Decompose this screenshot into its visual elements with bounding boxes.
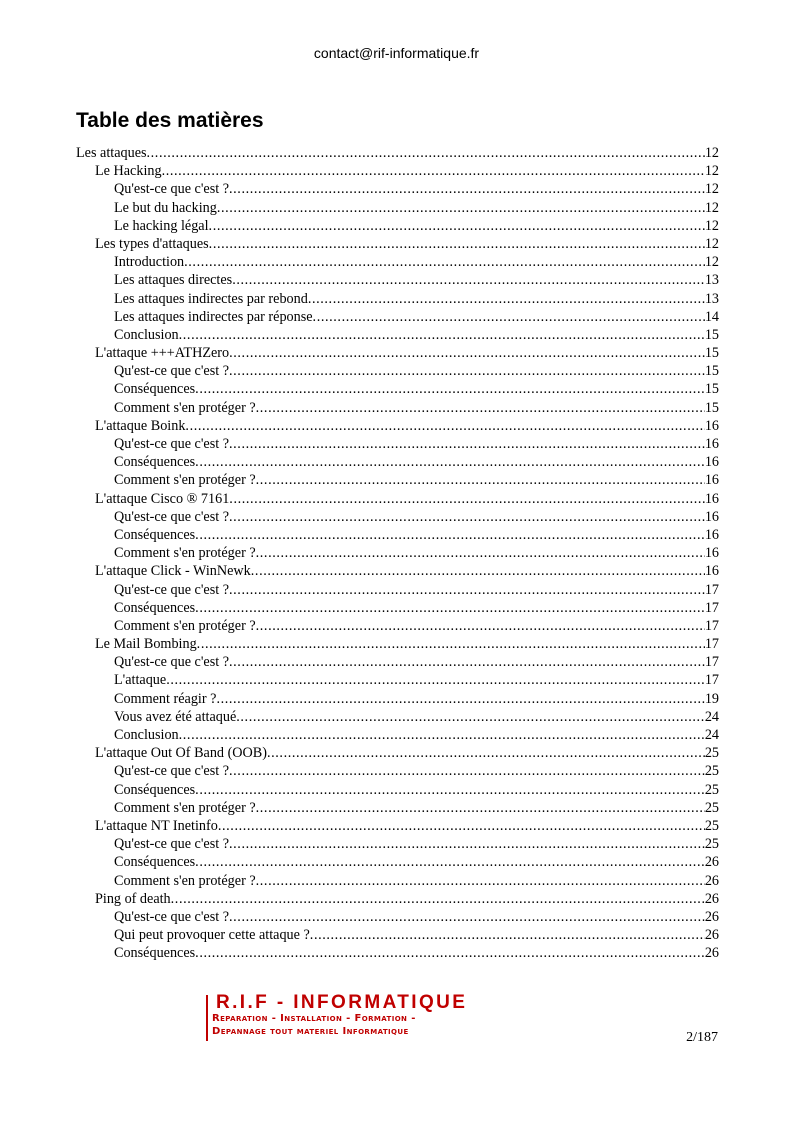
toc-entry[interactable] [76,890,719,908]
toc-entry[interactable] [76,762,719,780]
toc-entry-title: Qu'est-ce que c'est ? [114,908,230,925]
toc-dot-leader [229,835,705,853]
toc-entry-page: 12 [704,199,719,216]
toc-dot-leader [218,817,705,835]
toc-entry-page: 12 [704,217,719,234]
toc-entry-page: 13 [704,290,719,307]
toc-entry-title: Les types d'attaques [95,235,209,252]
toc-dot-leader [195,526,705,544]
toc-entry-page: 25 [704,745,719,762]
header-email: contact@rif-informatique.fr [313,45,480,61]
toc-dot-leader [195,781,705,799]
toc-entry-page: 24 [704,727,719,743]
toc-entry-page: 26 [704,908,719,925]
toc-entry-title: Comment s'en protéger ? [114,799,256,816]
toc-dot-leader [229,362,705,380]
toc-dot-leader [236,708,705,726]
toc-dot-leader [313,308,705,326]
toc-entry-title: Les attaques indirectes par rebond [114,290,308,307]
toc-dot-leader [229,653,705,671]
toc-entry-page: 26 [704,927,719,944]
toc-entry-title: Qu'est-ce que c'est ? [114,436,230,452]
toc-dot-leader [217,199,705,217]
toc-entry-title: Conséquences [114,945,196,962]
toc-entry[interactable] [76,944,719,962]
toc-entry[interactable] [76,490,719,508]
toc-entry[interactable] [76,781,719,799]
toc-entry-page: 26 [704,945,719,962]
toc-entry-title: Conséquences [114,599,196,616]
toc-dot-leader [256,617,705,635]
toc-entry[interactable] [76,726,719,744]
toc-entry-page: 16 [704,508,719,525]
toc-entry-title: Conclusion [114,326,179,343]
toc-entry-title: Les attaques directes [114,272,233,289]
toc-entry-page: 17 [704,581,719,598]
toc-entry[interactable] [76,417,719,435]
toc-entry[interactable] [76,471,719,489]
toc-dot-leader [195,853,705,871]
toc-entry-title: Vous avez été attaqué [114,708,237,725]
toc-entry-title: L'attaque Click - WinNewk [95,563,251,580]
toc-entry-page: 13 [704,272,719,289]
toc-dot-leader [229,490,705,508]
toc-entry-title: L'attaque Boink [95,417,186,434]
toc-entry-title: Conséquences [114,781,196,798]
toc-entry[interactable] [76,199,719,217]
toc-entry-page: 26 [704,872,719,889]
toc-entry-page: 16 [704,436,719,452]
toc-entry-page: 12 [704,254,719,271]
company-logo [206,992,586,1041]
toc-entry-page: 17 [704,617,719,634]
toc-entry[interactable] [76,562,719,580]
toc-dot-leader [147,144,705,162]
toc-dot-leader [209,235,705,253]
toc-entry-page: 15 [704,399,719,416]
toc-entry[interactable] [76,653,719,671]
toc-entry-title: Le Hacking [95,163,162,180]
toc-entry-page: 15 [704,326,719,343]
toc-entry-title: Qu'est-ce que c'est ? [114,508,230,525]
toc-entry-title: Comment s'en protéger ? [114,617,256,634]
toc-entry-title: Conclusion [114,727,179,743]
toc-entry-page: 25 [704,836,719,853]
toc-dot-leader [195,599,705,617]
toc-entry[interactable] [76,799,719,817]
toc-entry-page: 16 [704,472,719,489]
toc-dot-leader [229,344,705,362]
toc-dot-leader [162,162,705,180]
toc-entry-title: Qu'est-ce que c'est ? [114,654,230,671]
toc-entry[interactable] [76,271,719,289]
toc-entry-title: Conséquences [114,526,196,543]
toc-entry[interactable] [76,508,719,526]
toc-entry[interactable] [76,690,719,708]
toc-entry-title: L'attaque Cisco ® 7161 [95,490,230,507]
toc-dot-leader [216,690,704,708]
toc-entry[interactable] [76,344,719,362]
page-number: 2/187 [686,1030,718,1045]
toc-entry-page: 26 [704,890,719,907]
toc-entry-page: 25 [704,799,719,816]
toc-entry-page: 17 [704,599,719,616]
toc-entry-title: Comment réagir ? [114,690,217,707]
toc-entry[interactable] [76,308,719,326]
toc-entry[interactable] [76,380,719,398]
toc-entry[interactable] [76,635,719,653]
toc-dot-leader [184,253,705,271]
toc-entry[interactable] [76,671,719,689]
toc-dot-leader [256,399,705,417]
toc-dot-leader [251,562,705,580]
toc-entry-page: 24 [704,708,719,725]
toc-dot-leader [229,908,705,926]
toc-entry-title: Comment s'en protéger ? [114,545,256,562]
toc-entry-title: Les attaques [76,145,147,161]
toc-entry-page: 16 [704,417,719,434]
toc-title: Table des matières [76,109,264,132]
toc-entry-page: 14 [704,308,719,325]
toc-entry[interactable] [76,290,719,308]
toc-dot-leader [195,453,705,471]
toc-entry-page: 15 [704,345,719,362]
toc-entry-page: 16 [704,526,719,543]
toc-entry-title: Introduction [114,254,185,271]
toc-entry-page: 15 [704,363,719,380]
toc-dot-leader [195,944,705,962]
toc-dot-leader [195,380,705,398]
toc-entry-page: 16 [704,545,719,562]
toc-entry-title: Le hacking légal [114,217,209,234]
toc-entry[interactable] [76,853,719,871]
toc-entry-title: L'attaque [114,672,167,689]
toc-entry[interactable] [76,180,719,198]
toc-entry[interactable] [76,435,719,453]
toc-dot-leader [229,435,705,453]
toc-dot-leader [229,581,705,599]
toc-entry[interactable] [76,599,719,617]
toc-dot-leader [256,471,705,489]
toc-entry-page: 26 [704,854,719,871]
toc-entry[interactable] [76,362,719,380]
toc-dot-leader [229,762,705,780]
toc-entry-page: 15 [704,381,719,398]
toc-entry[interactable] [76,926,719,944]
toc-entry-page: 16 [704,454,719,471]
toc-entry[interactable] [76,235,719,253]
toc-entry-title: Le but du hacking [114,199,217,216]
toc-entry[interactable] [76,399,719,417]
toc-dot-leader [310,926,705,944]
toc-entry[interactable] [76,908,719,926]
toc-entry-page: 12 [704,235,719,252]
toc-dot-leader [166,671,705,689]
logo-tagline-2: Depannage tout materiel Informatique [212,1026,409,1037]
toc-entry-page: 25 [704,781,719,798]
logo-tagline-1: Reparation - Installation - Formation - [212,1013,416,1024]
toc-entry-page: 12 [704,163,719,180]
toc-dot-leader [256,872,705,890]
toc-entry-title: Qui peut provoquer cette attaque ? [114,927,310,944]
toc-entry-page: 19 [704,690,719,707]
toc-dot-leader [185,417,704,435]
toc-entry-title: Qu'est-ce que c'est ? [114,763,230,780]
toc-entry[interactable] [76,581,719,599]
toc-entry-title: Comment s'en protéger ? [114,872,256,889]
toc-dot-leader [229,180,705,198]
toc-entry-title: Qu'est-ce que c'est ? [114,836,230,853]
toc-entry[interactable] [76,526,719,544]
toc-dot-leader [267,744,705,762]
toc-dot-leader [308,290,705,308]
toc-list [76,144,719,962]
toc-entry[interactable] [76,253,719,271]
toc-dot-leader [232,271,705,289]
toc-entry[interactable] [76,144,719,162]
toc-entry[interactable] [76,617,719,635]
toc-entry-title: Les attaques indirectes par réponse [114,308,313,325]
toc-entry-title: L'attaque +++ATHZero [95,345,230,362]
toc-entry[interactable] [76,544,719,562]
toc-entry-title: Conséquences [114,454,196,471]
toc-entry[interactable] [76,817,719,835]
toc-entry-title: Qu'est-ce que c'est ? [114,581,230,598]
toc-dot-leader [209,217,705,235]
toc-entry-page: 12 [704,145,719,161]
logo-title: R.I.F - INFORMATIQUE [216,992,468,1013]
toc-entry-page: 16 [704,490,719,507]
toc-entry[interactable] [76,453,719,471]
toc-entry-title: Conséquences [114,854,196,871]
toc-entry-page: 25 [704,763,719,780]
toc-entry-title: L'attaque Out Of Band (OOB) [95,745,267,762]
toc-dot-leader [256,544,705,562]
toc-entry-page: 17 [704,636,719,653]
toc-dot-leader [179,726,705,744]
toc-entry[interactable] [76,217,719,235]
toc-entry[interactable] [76,872,719,890]
toc-entry[interactable] [76,744,719,762]
toc-dot-leader [256,799,705,817]
toc-entry[interactable] [76,835,719,853]
toc-entry-title: Le Mail Bombing [95,636,197,653]
toc-dot-leader [229,508,705,526]
toc-entry-page: 17 [704,654,719,671]
toc-entry[interactable] [76,162,719,180]
toc-entry-title: Qu'est-ce que c'est ? [114,363,230,380]
toc-entry-title: Qu'est-ce que c'est ? [114,181,230,198]
toc-entry-page: 25 [704,817,719,834]
toc-entry-page: 17 [704,672,719,689]
toc-entry-title: Comment s'en protéger ? [114,472,256,489]
toc-entry-title: Ping of death [95,890,171,907]
toc-dot-leader [197,635,705,653]
toc-entry[interactable] [76,326,719,344]
toc-entry-page: 16 [704,563,719,580]
toc-dot-leader [171,890,705,908]
toc-entry-title: L'attaque NT Inetinfo [95,817,218,834]
toc-entry-title: Comment s'en protéger ? [114,399,256,416]
toc-entry[interactable] [76,708,719,726]
toc-entry-title: Conséquences [114,381,196,398]
toc-entry-page: 12 [704,181,719,198]
toc-dot-leader [179,326,705,344]
